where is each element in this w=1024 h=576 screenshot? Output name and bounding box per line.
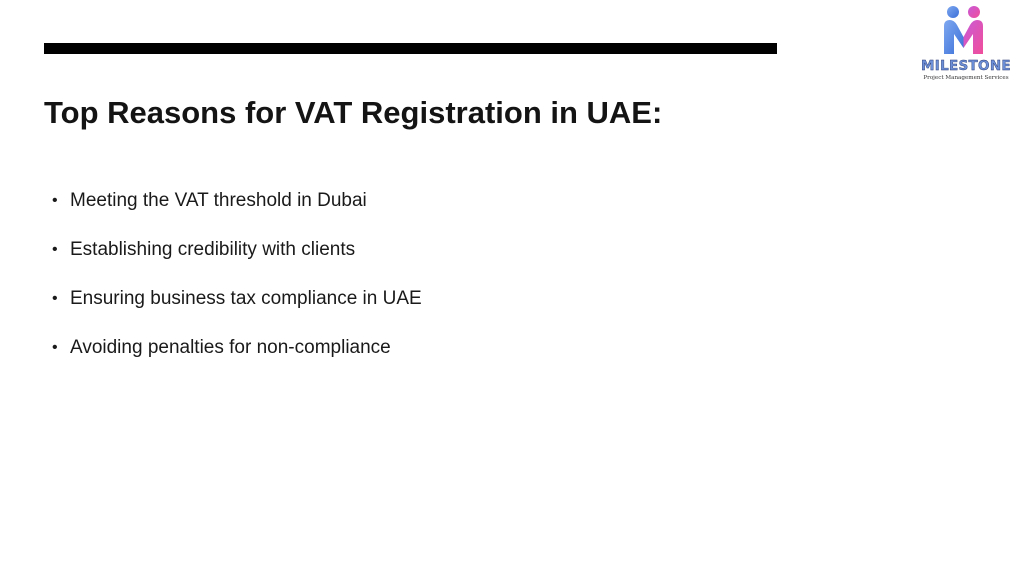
- logo-wordmark: MILESTONE: [921, 58, 1011, 74]
- person-right-body: [964, 20, 984, 54]
- person-right-head: [968, 6, 980, 18]
- slide-title: Top Reasons for VAT Registration in UAE:: [44, 95, 663, 130]
- bullet-text: Meeting the VAT threshold in Dubai: [70, 190, 367, 211]
- logo-tagline: Project Management Services: [923, 75, 1009, 81]
- bullet-dot-icon: •: [52, 290, 58, 307]
- bullet-text: Avoiding penalties for non-compliance: [70, 337, 391, 358]
- bullet-text: Ensuring business tax compliance in UAE: [70, 288, 422, 309]
- title-accent-bar: [44, 43, 777, 54]
- people-m-icon: [940, 4, 992, 56]
- person-left-head: [947, 6, 959, 18]
- bullet-dot-icon: •: [52, 192, 58, 209]
- bullet-text: Establishing credibility with clients: [70, 239, 356, 260]
- bullet-dot-icon: •: [52, 339, 58, 356]
- milestone-logo: [910, 4, 1022, 86]
- person-left-body: [944, 20, 964, 54]
- bullet-dot-icon: •: [52, 241, 58, 258]
